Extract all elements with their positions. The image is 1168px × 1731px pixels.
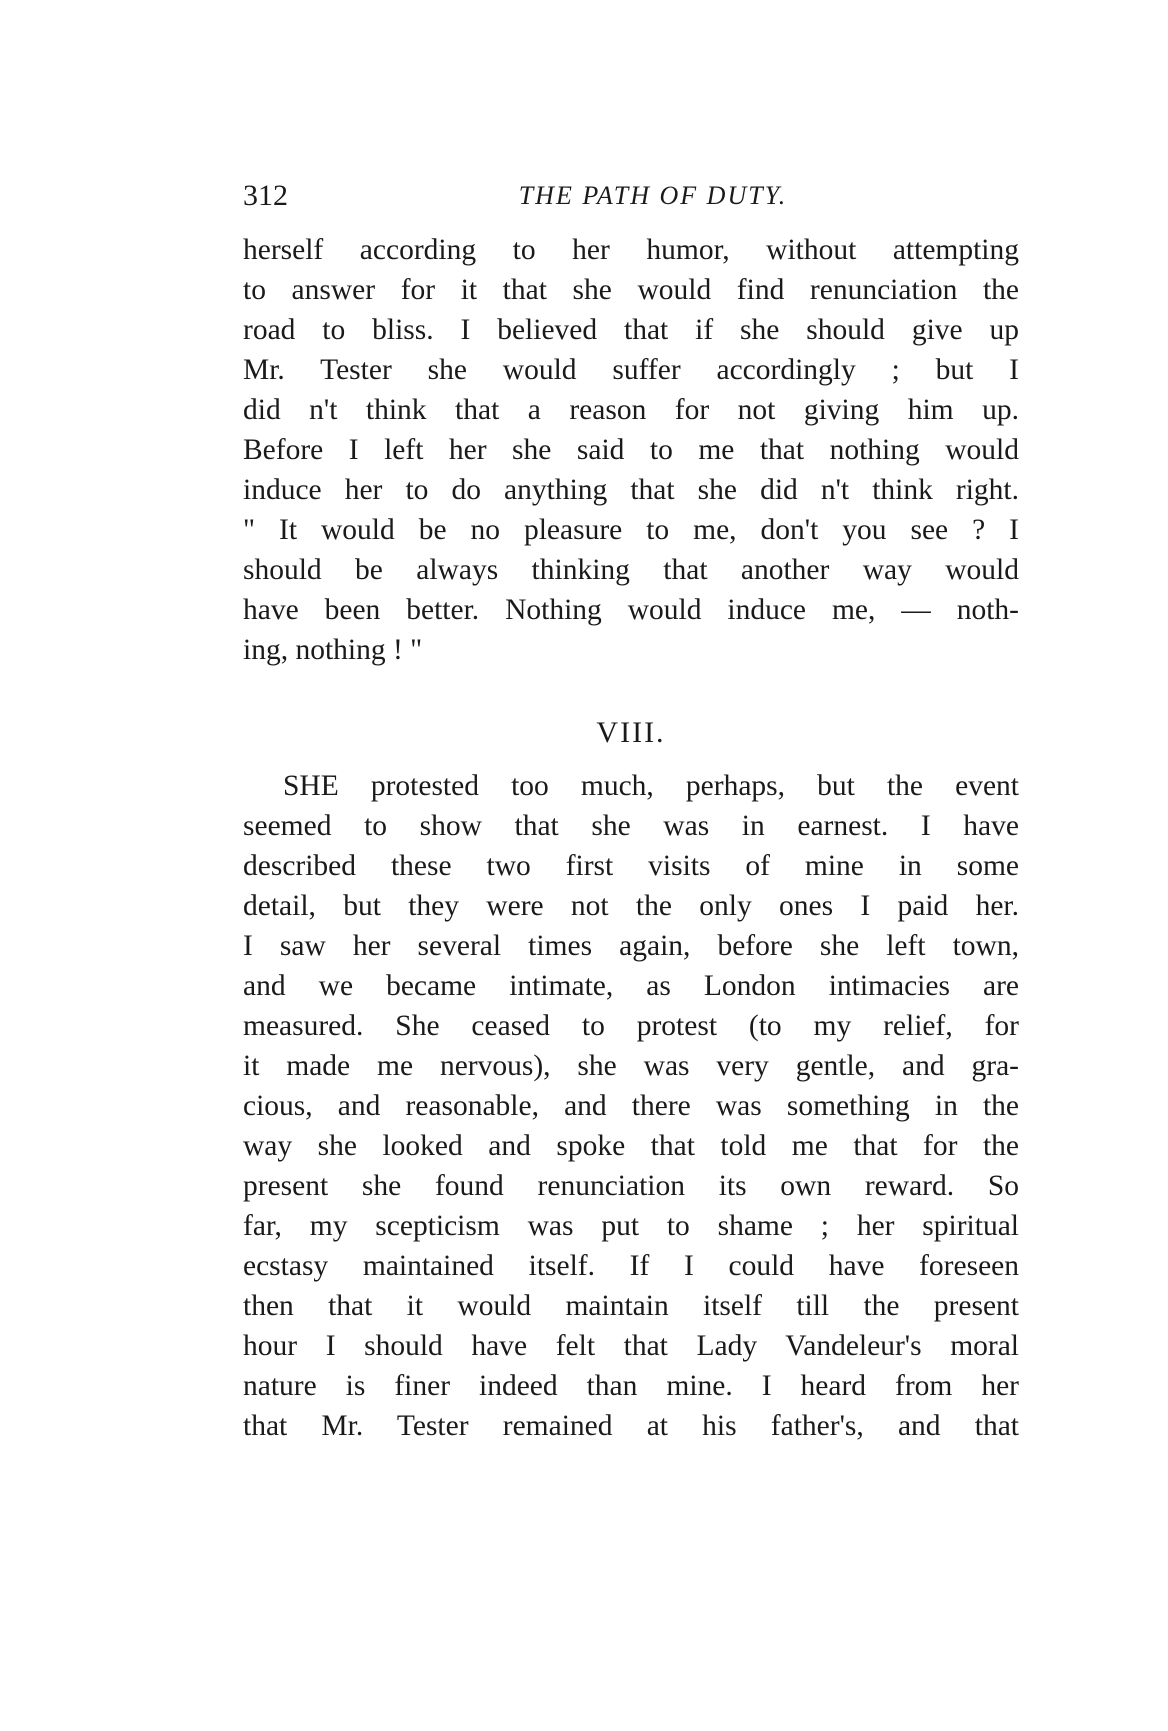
page-header (243, 176, 1023, 216)
text-line: herself according to her humor, without attempting (243, 234, 1019, 266)
text-line: should be always thinking that another way would (243, 554, 1019, 586)
text-line: ecstasy maintained itself. If I could have foreseen (243, 1250, 1019, 1282)
text-line: measured. She ceased to protest (to my relief, for (243, 1010, 1019, 1042)
text-line: induce her to do anything that she did n't think right. (243, 474, 1019, 506)
text-line: ing, nothing ! " (243, 634, 423, 666)
text-line: far, my scepticism was put to shame ; her spiritual (243, 1210, 1019, 1242)
text-line: to answer for it that she would find renunciation the (243, 274, 1019, 306)
text-line: described these two first visits of mine in some (243, 850, 1019, 882)
text-line: nature is finer indeed than mine. I heard from her (243, 1370, 1019, 1402)
running-title: THE PATH OF DUTY. (518, 181, 788, 210)
paragraph-section-viii (243, 766, 1019, 1446)
text-line: then that it would maintain itself till the present (243, 1290, 1019, 1322)
text-line: I saw her several times again, before she left town, (243, 930, 1019, 962)
section-heading: VIII. (596, 716, 666, 749)
text-line: seemed to show that she was in earnest. I have (243, 810, 1019, 842)
text-line: detail, but they were not the only ones I paid her. (243, 890, 1019, 922)
page-number: 312 (243, 179, 288, 212)
text-line: present she found renunciation its own reward. So (243, 1170, 1019, 1202)
text-line: it made me nervous), she was very gentle, and gra- (243, 1050, 1019, 1082)
text-line: that Mr. Tester remained at his father's, and that (243, 1410, 1019, 1442)
text-line: hour I should have felt that Lady Vandeleur's moral (243, 1330, 1019, 1362)
text-line: SHE protested too much, perhaps, but the event (283, 770, 1019, 802)
text-line: cious, and reasonable, and there was something in the (243, 1090, 1019, 1122)
text-line: Before I left her she said to me that nothing would (243, 434, 1019, 466)
text-line: have been better. Nothing would induce me, — noth- (243, 594, 1019, 626)
text-line: did n't think that a reason for not giving him up. (243, 394, 1019, 426)
paragraph-continued (243, 230, 1019, 670)
text-line: " It would be no pleasure to me, don't you see ? I (243, 514, 1019, 546)
text-line: Mr. Tester she would suffer accordingly ; but I (243, 354, 1019, 386)
text-line: way she looked and spoke that told me that for the (243, 1130, 1019, 1162)
text-line: road to bliss. I believed that if she should give up (243, 314, 1019, 346)
text-line: and we became intimate, as London intimacies are (243, 970, 1019, 1002)
